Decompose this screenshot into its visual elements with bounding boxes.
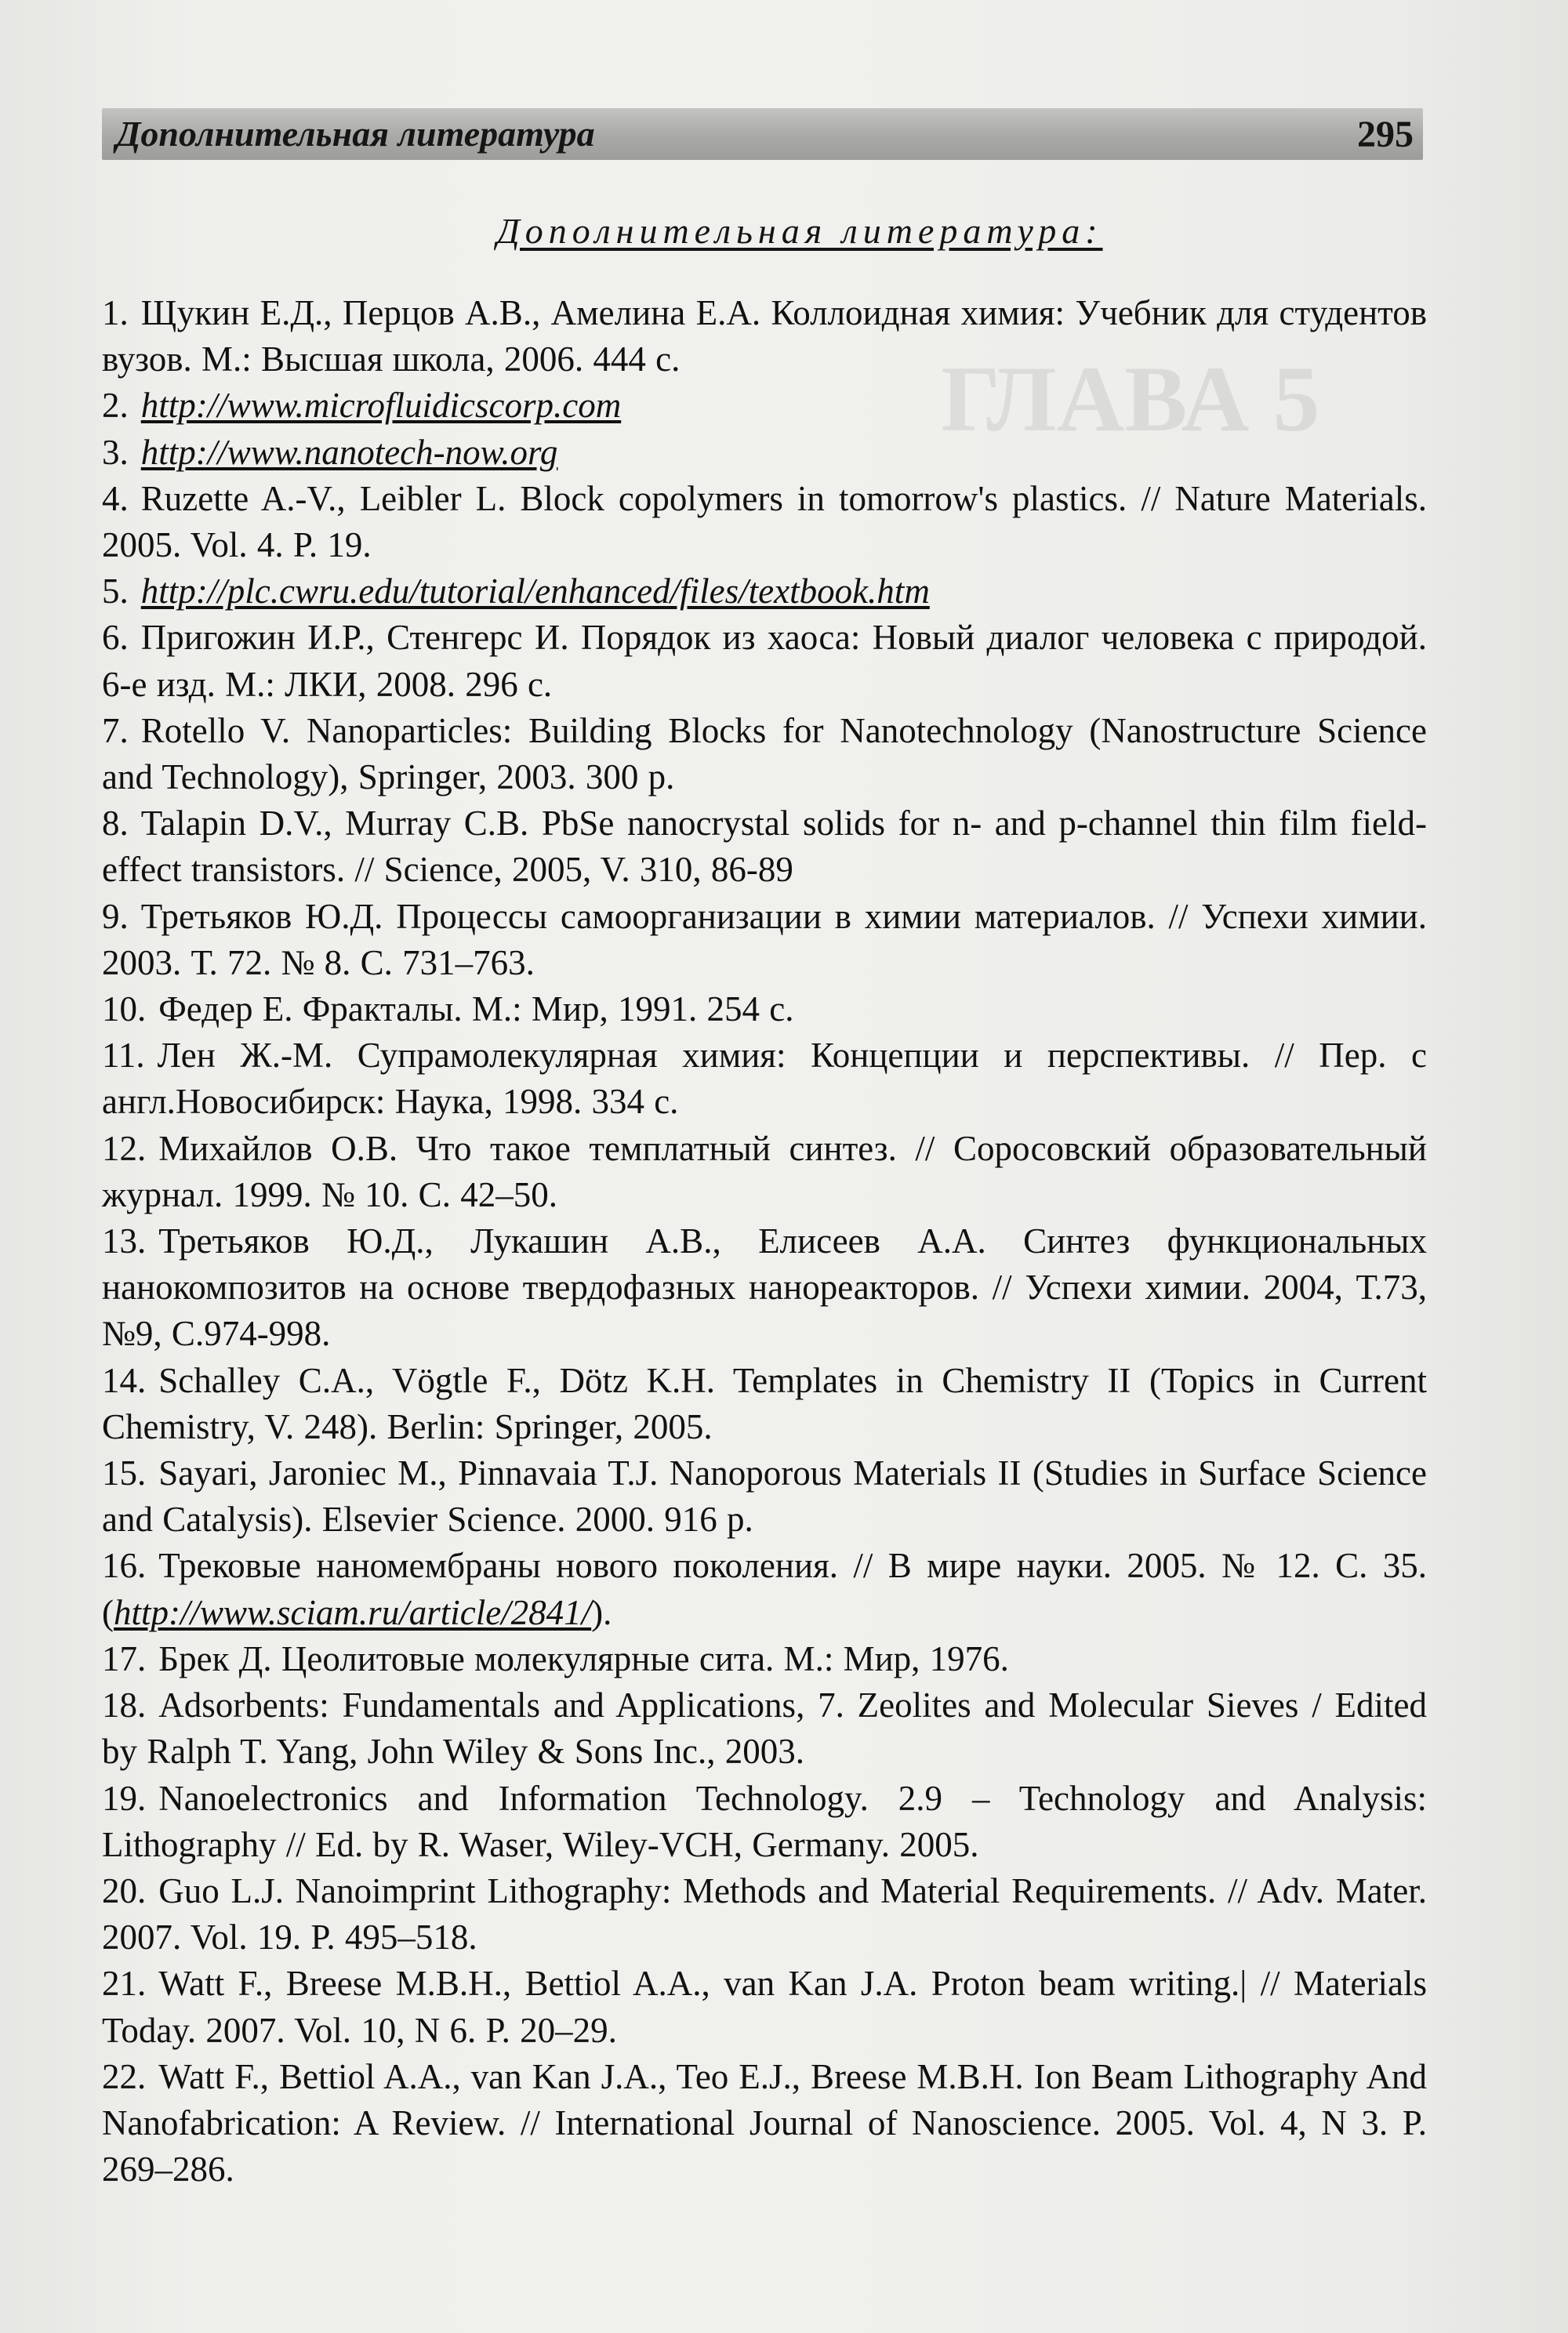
show-through: ГЛАВА 5 bbox=[941, 347, 1320, 451]
reference-item bbox=[102, 568, 1427, 615]
reference-number: 16. bbox=[102, 1546, 147, 1586]
reference-text-tail: ). bbox=[591, 1592, 612, 1632]
reference-number: 13. bbox=[102, 1221, 147, 1261]
reference-number: 14. bbox=[102, 1360, 147, 1400]
running-title: Дополнительная литература bbox=[116, 114, 595, 154]
reference-number: 9. bbox=[102, 896, 129, 936]
reference-link[interactable]: http://www.microfluidicscorp.com bbox=[140, 386, 622, 426]
reference-text: Nanoelectronics and Information Technology. 2.9 – Technology and Analysis: Lithography // Ed. by R. Waser, Wiley-VCH, Germany. 2005. bbox=[102, 1778, 1427, 1864]
reference-link[interactable]: http://plc.cwru.edu/tutorial/enhanced/files/textbook.htm bbox=[140, 571, 930, 611]
reference-item bbox=[102, 383, 1427, 429]
reference-text: Ruzette A.-V., Leibler L. Block copolymers in tomorrow's plastics. // Nature Materials. 2005. Vol. 4. P. 19. bbox=[102, 478, 1427, 565]
reference-item bbox=[102, 290, 1427, 383]
reference-item bbox=[102, 1868, 1427, 1961]
reference-number: 12. bbox=[102, 1128, 147, 1168]
reference-number: 1. bbox=[102, 293, 129, 332]
reference-item bbox=[102, 1682, 1427, 1775]
reference-number: 20. bbox=[102, 1870, 147, 1910]
reference-item bbox=[102, 1776, 1427, 1868]
reference-item bbox=[102, 800, 1427, 893]
reference-number: 2. bbox=[102, 386, 129, 426]
reference-text: Пригожин И.Р., Стенгерс И. Порядок из хаоса: Новый диалог человека с природой. 6-е изд. М.: ЛКИ, 2008. 296 с. bbox=[102, 618, 1427, 704]
reference-text: Guo L.J. Nanoimprint Lithography: Methods and Material Requirements. // Adv. Mater. 2007. Vol. 19. P. 495–518. bbox=[102, 1870, 1427, 1957]
reference-item bbox=[102, 476, 1427, 568]
reference-text: Третьяков Ю.Д., Лукашин А.В., Елисеев А.А. Синтез функциональных нанокомпозитов на основе твердофазных нанореакторов. // Успехи химии. 2004, Т.73, №9, С.974-998. bbox=[102, 1221, 1427, 1354]
reference-text: Sayari, Jaroniec M., Pinnavaia T.J. Nanoporous Materials II (Studies in Surface Science and Catalysis). Elsevier Science. 2000. 916 p. bbox=[102, 1453, 1427, 1540]
reference-item bbox=[102, 2054, 1427, 2193]
reference-item bbox=[102, 1218, 1427, 1358]
reference-number: 10. bbox=[102, 989, 147, 1029]
page-number: 295 bbox=[1357, 114, 1414, 155]
reference-item bbox=[102, 1961, 1427, 2053]
reference-text: Брек Д. Цеолитовые молекулярные сита. М.: Мир, 1976. bbox=[158, 1638, 1009, 1678]
reference-text: Watt F., Bettiol A.A., van Kan J.A., Teo E.J., Breese M.B.H. Ion Beam Lithography And Nanofabrication: A Review. // International Journal of Nanoscience. 2005. Vol. 4, N 3. P. 269–286. bbox=[102, 2056, 1427, 2190]
reference-item bbox=[102, 894, 1427, 986]
reference-text: Adsorbents: Fundamentals and Applications, 7. Zeolites and Molecular Sieves / Edited by Ralph T. Yang, John Wiley & Sons Inc., 2003. bbox=[102, 1685, 1427, 1772]
reference-number: 18. bbox=[102, 1685, 147, 1725]
reference-number: 4. bbox=[102, 478, 129, 518]
reference-text: Третьяков Ю.Д. Процессы самоорганизации в химии материалов. // Успехи химии. 2003. Т. 72. № 8. С. 731–763. bbox=[102, 896, 1427, 982]
reference-item bbox=[102, 986, 1427, 1032]
reference-item bbox=[102, 1032, 1427, 1125]
reference-number: 19. bbox=[102, 1778, 147, 1818]
reference-item bbox=[102, 1543, 1427, 1635]
reference-number: 5. bbox=[102, 571, 129, 611]
reference-number: 15. bbox=[102, 1453, 147, 1493]
reference-text: Лен Ж.-М. Супрамолекулярная химия: Концепции и перспективы. // Пер. с англ.Новосибирск: Наука, 1998. 334 с. bbox=[102, 1036, 1427, 1122]
reference-number: 3. bbox=[102, 432, 129, 472]
reference-text: Федер Е. Фракталы. М.: Мир, 1991. 254 с. bbox=[158, 989, 794, 1029]
reference-text: Schalley C.A., Vögtle F., Dötz K.H. Templates in Chemistry II (Topics in Current Chemistry, V. 248). Berlin: Springer, 2005. bbox=[102, 1360, 1427, 1446]
reference-list bbox=[102, 290, 1427, 2193]
reference-text: Трековые наномембраны нового поколения. // В мире науки. 2005. № 12. С. 35. ( bbox=[102, 1546, 1427, 1632]
reference-text: Watt F., Breese M.B.H., Bettiol A.A., van Kan J.A. Proton beam writing.| // Materials Today. 2007. Vol. 10, N 6. P. 20–29. bbox=[102, 1964, 1427, 2050]
reference-text: Rotello V. Nanoparticles: Building Blocks for Nanotechnology (Nanostructure Science and Technology), Springer, 2003. 300 p. bbox=[102, 710, 1427, 797]
reference-number: 7. bbox=[102, 710, 129, 750]
reference-number: 6. bbox=[102, 618, 129, 658]
reference-link[interactable]: http://www.nanotech-now.org bbox=[140, 432, 558, 472]
reference-text: Talapin D.V., Murray C.B. PbSe nanocrystal solids for n- and p-channel thin film field-effect transistors. // Science, 2005, V. 310, 86-89 bbox=[102, 804, 1427, 890]
reference-number: 22. bbox=[102, 2056, 147, 2096]
reference-item bbox=[102, 1126, 1427, 1218]
running-header bbox=[102, 108, 1423, 160]
reference-number: 8. bbox=[102, 804, 129, 844]
reference-text: Михайлов О.В. Что такое темплатный синтез. // Соросовский образовательный журнал. 1999. № 10. С. 42–50. bbox=[102, 1128, 1427, 1214]
reference-item bbox=[102, 615, 1427, 707]
reference-item bbox=[102, 1358, 1427, 1450]
reference-number: 11. bbox=[102, 1036, 145, 1076]
reference-item bbox=[102, 708, 1427, 800]
reference-number: 21. bbox=[102, 1964, 147, 2004]
reference-number: 17. bbox=[102, 1638, 147, 1678]
reference-item bbox=[102, 1450, 1427, 1543]
reference-item bbox=[102, 430, 1427, 476]
reference-text: Щукин Е.Д., Перцов А.В., Амелина Е.А. Коллоидная химия: Учебник для студентов вузов. М.: Высшая школа, 2006. 444 с. bbox=[102, 293, 1427, 379]
section-title: Дополнительная литература: bbox=[496, 211, 1103, 251]
reference-link[interactable]: http://www.sciam.ru/article/2841/ bbox=[114, 1592, 592, 1632]
reference-item bbox=[102, 1636, 1427, 1682]
